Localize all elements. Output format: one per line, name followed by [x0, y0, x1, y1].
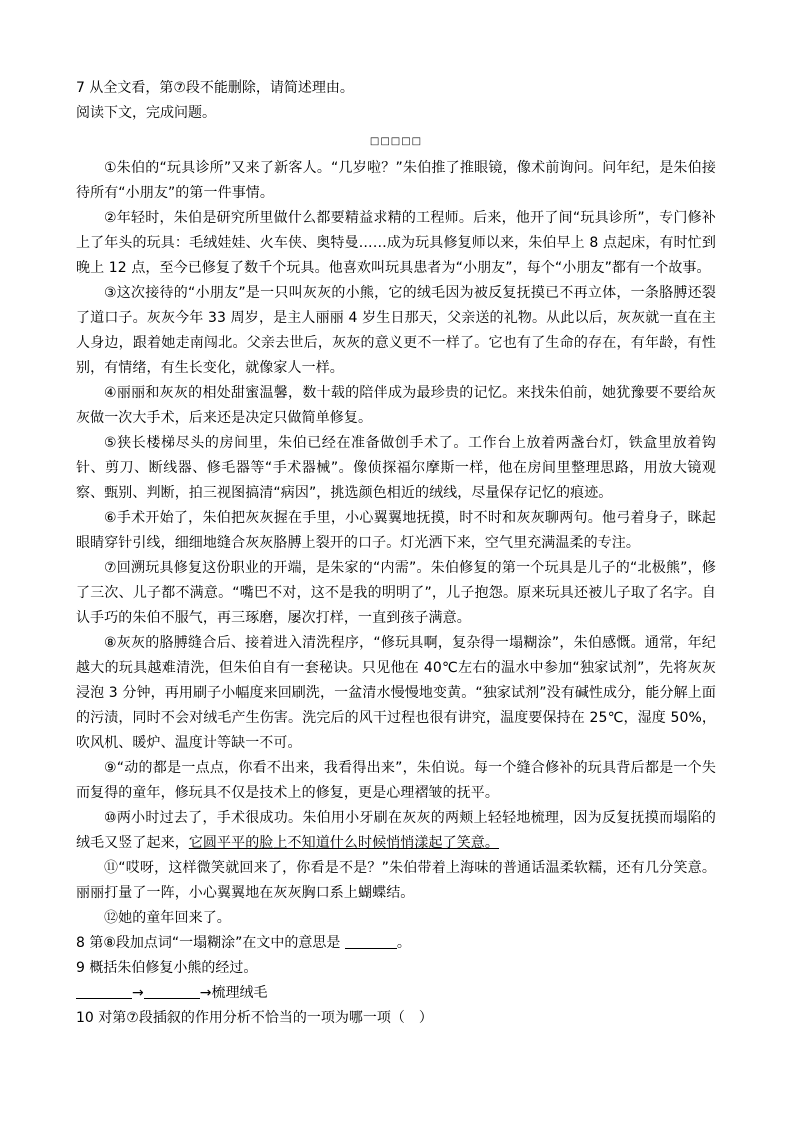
answer-blank-q9-2[interactable]	[144, 984, 200, 999]
paragraph-6: ⑥手术开始了，朱伯把灰灰握在手里，小心翼翼地抚摸，时不时和灰灰聊两句。他弓着身子，眯起眼睛穿针引线，细细地缝合灰灰胳膊上裂开的口子。灯光洒下来，空气里充满温柔的专注。	[76, 510, 716, 551]
underlined-sentence: 它圆平平的脸上不知道什么时候悄悄漾起了笑意。	[188, 835, 500, 851]
paragraph-9: ⑨“动的都是一点点，你看不出来，我看得出来”，朱伯说。每一个缝合修补的玩具背后都是一个失而复得的童年，修玩具不仅是技术上的修复，更是心理褶皱的抚平。	[76, 760, 716, 801]
paragraph-7: ⑦回溯玩具修复这份职业的开端，是朱家的“内需”。朱伯修复的第一个玩具是儿子的“北极熊”，修了三次、儿子都不满意。“嘴巴不对，这不是我的明明了”，儿子抱怨。原来玩具还被儿子取了名字。自认手巧的朱伯不服气，再三琢磨，屡次打样，一直到孩子满意。	[76, 560, 716, 626]
question-8-end: 。	[396, 935, 411, 951]
paragraph-10-text: ⑩两小时过去了，手术很成功。朱伯用小牙刷在灰灰的两颊上轻轻地梳理，因为反复抚摸而塌陷的绒毛又竖了起来，	[76, 810, 716, 851]
paragraph-3: ③这次接待的“小朋友”是一只叫灰灰的小熊，它的绒毛因为被反复抚摸已不再立体，一条胳膊还裂了道口子。灰灰今年 33 周岁，是主人丽丽 4 岁生日那天，父亲送的礼物。从此以后，灰灰就一直在主人身边，跟着她走南闯北。父亲去世后，灰灰的意义更不一样了。它也有了生命的存在，有年龄，有性别，有情绪，有生长变化，就像家人一样。	[76, 285, 716, 376]
reading-instruction: 阅读下文，完成问题。	[76, 105, 216, 121]
question-8-text: 8 第⑧段加点词“一塌糊涂”在文中的意思是	[76, 935, 341, 951]
answer-blank-q8[interactable]	[345, 934, 397, 949]
arrow-final-step: →梳理绒毛	[199, 985, 268, 1001]
paragraph-10	[76, 806, 716, 856]
question-8	[76, 931, 716, 956]
question-10: 10 对第⑦段插叙的作用分析不恰当的一项为哪一项（ ）	[76, 1010, 433, 1026]
answer-blank-q9-1[interactable]	[76, 984, 132, 999]
question-9-answer-line	[76, 981, 716, 1006]
article-body	[76, 156, 716, 931]
arrow-1: →	[132, 985, 144, 1001]
paragraph-11: ⑪“哎呀，这样微笑就回来了，你看是不是？”朱伯带着上海味的普通话温柔软糯，还有几分笑意。丽丽打量了一阵，小心翼翼地在灰灰胸口系上蝴蝶结。	[76, 860, 716, 901]
article-title: □□□□□	[369, 136, 423, 147]
paragraph-2: ②年轻时，朱伯是研究所里做什么都要精益求精的工程师。后来，他开了间“玩具诊所”，专门修补上了年头的玩具：毛绒娃娃、火车侠、奥特曼……成为玩具修复师以来，朱伯早上 8 点起床，有时忙到晚上 12 点，至今已修复了数千个玩具。他喜欢叫玩具患者为“小朋友”，每个“小朋友”都有一个故事。	[76, 210, 716, 276]
paragraph-8: ⑧灰灰的胳膊缝合后、接着进入清洗程序，“修玩具啊，复杂得一塌糊涂”，朱伯感慨。通常，年纪越大的玩具越难清洗，但朱伯自有一套秘诀。只见他在 40℃左右的温水中参加“独家试剂”，先将灰灰浸泡 3 分钟，再用刷子小幅度来回刷洗，一盆清水慢慢地变黄。“独家试剂”没有碱性成分，能分解上面的污渍，同时不会对绒毛产生伤害。洗完后的风干过程也很有讲究，温度要保持在 25℃，湿度 50%，吹风机、暖炉、温度计等缺一不可。	[76, 635, 716, 751]
paragraph-12: ⑫她的童年回来了。	[104, 910, 231, 926]
paragraph-1: ①朱伯的“玩具诊所”又来了新客人。“几岁啦？”朱伯推了推眼镜，像术前询问。问年纪，是朱伯接待所有“小朋友”的第一件事情。	[76, 160, 716, 201]
paragraph-4: ④丽丽和灰灰的相处甜蜜温馨，数十载的陪伴成为最珍贵的记忆。来找朱伯前，她犹豫要不要给灰灰做一次大手术，后来还是决定只做简单修复。	[76, 385, 716, 426]
question-9: 9 概括朱伯修复小熊的经过。	[76, 960, 258, 976]
paragraph-5: ⑤狭长楼梯尽头的房间里，朱伯已经在准备做创手术了。工作台上放着两盏台灯，铁盒里放着钩针、剪刀、断线器、修毛器等“手术器械”。像侦探福尔摩斯一样，他在房间里整理思路，用放大镜观察、甄别、判断，拍三视图搞清“病因”，挑选颜色相近的绒线，尽量保存记忆的痕迹。	[76, 435, 716, 501]
question-7: 7 从全文看，第⑦段不能删除，请简述理由。	[76, 80, 354, 96]
document-page	[76, 76, 716, 1031]
